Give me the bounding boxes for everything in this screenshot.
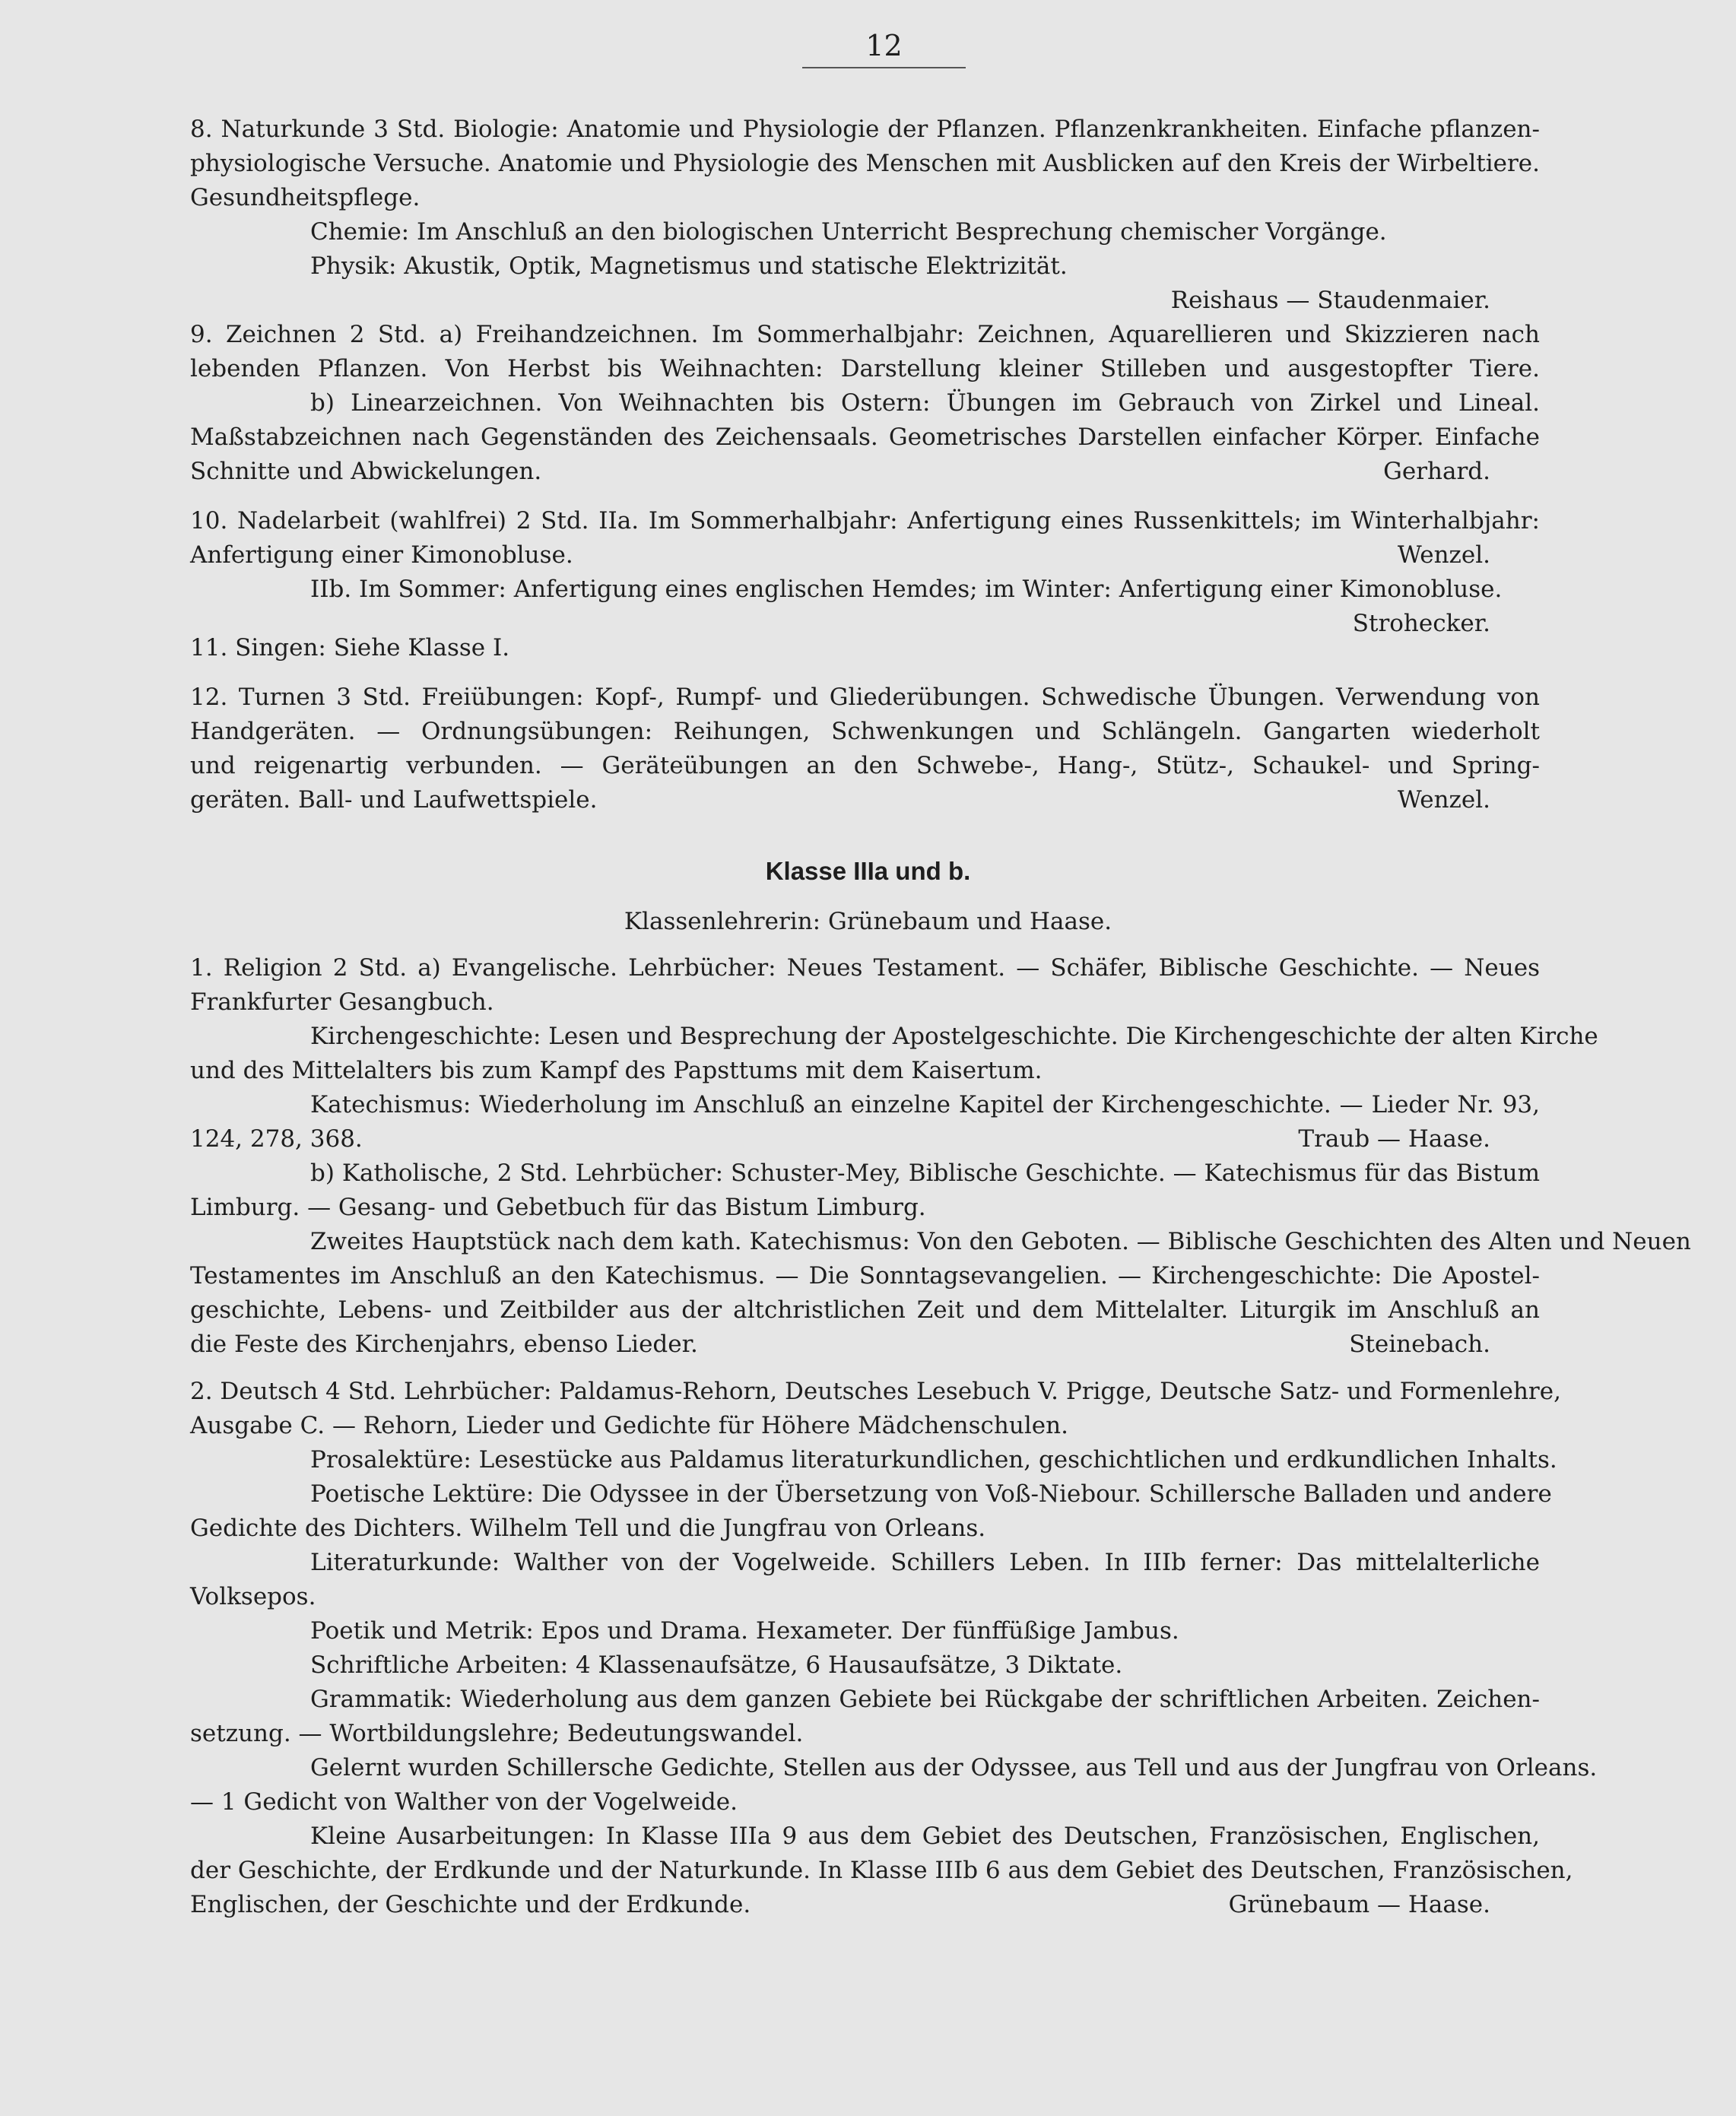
text-line: Frankfurter Gesangbuch.	[190, 988, 494, 1016]
signature-line: Grünebaum — Haase.	[1228, 1891, 1490, 1918]
text-line: der Geschichte, der Erdkunde und der Naturkunde. In Klasse IIIb 6 aus dem Gebiet des Deutschen, Französischen,	[190, 1857, 1573, 1884]
text-line: Handgeräten. — Ordnungsübungen: Reihungen, Schwenkungen und Schlängeln. Gangarten wiederholt	[190, 718, 1540, 745]
text-line: geschichte, Lebens- und Zeitbilder aus der altchristlichen Zeit und dem Mittelalter. Liturgik im Anschluß an	[190, 1296, 1540, 1324]
text-line: Kirchengeschichte: Lesen und Besprechung der Apostelgeschichte. Die Kirchengeschichte der alten Kirche	[310, 1023, 1598, 1050]
text-line: Chemie: Im Anschluß an den biologischen Unterricht Besprechung chemischer Vorgänge.	[310, 218, 1387, 246]
text-line: Testamentes im Anschluß an den Katechismus. — Die Sonntagsevangelien. — Kirchengeschichte: Die Apostel-	[190, 1262, 1540, 1290]
text-line: Limburg. — Gesang- und Gebetbuch für das Bistum Limburg.	[190, 1194, 926, 1221]
text-line: Schnitte und Abwickelungen.	[190, 458, 542, 485]
signature-line: Wenzel.	[1397, 786, 1490, 814]
text-line: Gedichte des Dichters. Wilhelm Tell und die Jungfrau von Orleans.	[190, 1515, 986, 1542]
text-line: Poetische Lektüre: Die Odyssee in der Übersetzung von Voß-Niebour. Schillersche Balladen und andere	[310, 1480, 1552, 1508]
page-number: 12	[802, 29, 966, 68]
text-line: Volksepos.	[190, 1583, 316, 1610]
text-line: Kleine Ausarbeitungen: In Klasse IIIa 9 aus dem Gebiet des Deutschen, Französischen, Englischen,	[310, 1823, 1540, 1850]
text-line: physiologische Versuche. Anatomie und Physiologie des Menschen mit Ausblicken auf den Kreis der Wirbeltiere.	[190, 150, 1540, 177]
signature-line: Wenzel.	[1397, 541, 1490, 569]
text-line: Poetik und Metrik: Epos und Drama. Hexameter. Der fünffüßige Jambus.	[310, 1617, 1179, 1645]
text-line: 9. Zeichnen 2 Std. a) Freihandzeichnen. Im Sommerhalbjahr: Zeichnen, Aquarellieren und Skizzieren nach	[190, 321, 1540, 348]
text-line: Schriftliche Arbeiten: 4 Klassenaufsätze, 6 Hausaufsätze, 3 Diktate.	[310, 1651, 1123, 1679]
text-line: Physik: Akustik, Optik, Magnetismus und statische Elektrizität.	[310, 252, 1068, 280]
text-line: Englischen, der Geschichte und der Erdkunde.	[190, 1891, 751, 1918]
text-line: IIb. Im Sommer: Anfertigung eines englischen Hemdes; im Winter: Anfertigung einer Kimonobluse.	[310, 576, 1503, 603]
text-line: b) Katholische, 2 Std. Lehrbücher: Schuster-Mey, Biblische Geschichte. — Katechismus für das Bistum	[310, 1160, 1540, 1187]
text-line: b) Linearzeichnen. Von Weihnachten bis Ostern: Übungen im Gebrauch von Zirkel und Lineal.	[310, 389, 1540, 417]
text-line: geräten. Ball- und Laufwettspiele.	[190, 786, 598, 814]
text-line: 10. Nadelarbeit (wahlfrei) 2 Std. IIa. Im Sommerhalbjahr: Anfertigung eines Russenkittels; im Winterhalbjahr:	[190, 507, 1540, 535]
text-line: Gesundheitspflege.	[190, 184, 421, 211]
text-line: lebenden Pflanzen. Von Herbst bis Weihnachten: Darstellung kleiner Stilleben und ausgestopfter Tiere.	[190, 355, 1540, 382]
text-line: Zweites Hauptstück nach dem kath. Katechismus: Von den Geboten. — Biblische Geschichten des Alten und Neuen	[310, 1228, 1691, 1255]
text-line: setzung. — Wortbildungslehre; Bedeutungswandel.	[190, 1720, 804, 1747]
signature-line: Gerhard.	[1383, 458, 1490, 485]
text-line: Katechismus: Wiederholung im Anschluß an einzelne Kapitel der Kirchengeschichte. — Lieder Nr. 93,	[310, 1091, 1540, 1118]
text-line: Prosalektüre: Lesestücke aus Paldamus literaturkundlichen, geschichtlichen und erdkundlichen Inhalts.	[310, 1446, 1557, 1474]
class-teacher-line: Klassenlehrerin: Grünebaum und Haase.	[624, 908, 1112, 935]
text-line: Ausgabe C. — Rehorn, Lieder und Gedichte für Höhere Mädchenschulen.	[190, 1412, 1068, 1439]
signature-line: Reishaus — Staudenmaier.	[1170, 287, 1490, 314]
signature-line: Traub — Haase.	[1298, 1125, 1490, 1153]
text-line: und des Mittelalters bis zum Kampf des Papsttums mit dem Kaisertum.	[190, 1057, 1043, 1084]
text-line: Gelernt wurden Schillersche Gedichte, Stellen aus der Odyssee, aus Tell und aus der Jungfrau von Orleans.	[310, 1754, 1598, 1781]
text-line: Literaturkunde: Walther von der Vogelweide. Schillers Leben. In IIIb ferner: Das mittelalterliche	[310, 1549, 1540, 1576]
text-line: 12. Turnen 3 Std. Freiübungen: Kopf-, Rumpf- und Gliederübungen. Schwedische Übungen. Verwendung von	[190, 684, 1540, 711]
text-line: und reigenartig verbunden. — Geräteübungen an den Schwebe-, Hang-, Stütz-, Schaukel- und Spring-	[190, 752, 1540, 779]
text-line: Grammatik: Wiederholung aus dem ganzen Gebiete bei Rückgabe der schriftlichen Arbeiten. Zeichen-	[310, 1686, 1540, 1713]
text-line: 124, 278, 368.	[190, 1125, 363, 1153]
signature-line: Steinebach.	[1349, 1331, 1490, 1358]
text-line: Maßstabzeichnen nach Gegenständen des Zeichensaals. Geometrisches Darstellen einfacher Körper. Einfache	[190, 424, 1540, 451]
text-line: 8. Naturkunde 3 Std. Biologie: Anatomie und Physiologie der Pflanzen. Pflanzenkrankheiten. Einfache pflanzen-	[190, 116, 1540, 143]
signature-line: Strohecker.	[1352, 610, 1490, 637]
section-heading: Klasse IIIa und b.	[765, 857, 971, 885]
text-line: 11. Singen: Siehe Klasse I.	[190, 634, 510, 661]
text-line: die Feste des Kirchenjahrs, ebenso Lieder.	[190, 1331, 698, 1358]
text-line: 1. Religion 2 Std. a) Evangelische. Lehrbücher: Neues Testament. — Schäfer, Biblische Geschichte. — Neues	[190, 954, 1540, 982]
text-line: Anfertigung einer Kimonobluse.	[190, 541, 573, 569]
text-line: 2. Deutsch 4 Std. Lehrbücher: Paldamus-Rehorn, Deutsches Lesebuch V. Prigge, Deutsche Satz- und Formenlehre,	[190, 1378, 1561, 1405]
text-line: — 1 Gedicht von Walther von der Vogelweide.	[190, 1788, 738, 1816]
